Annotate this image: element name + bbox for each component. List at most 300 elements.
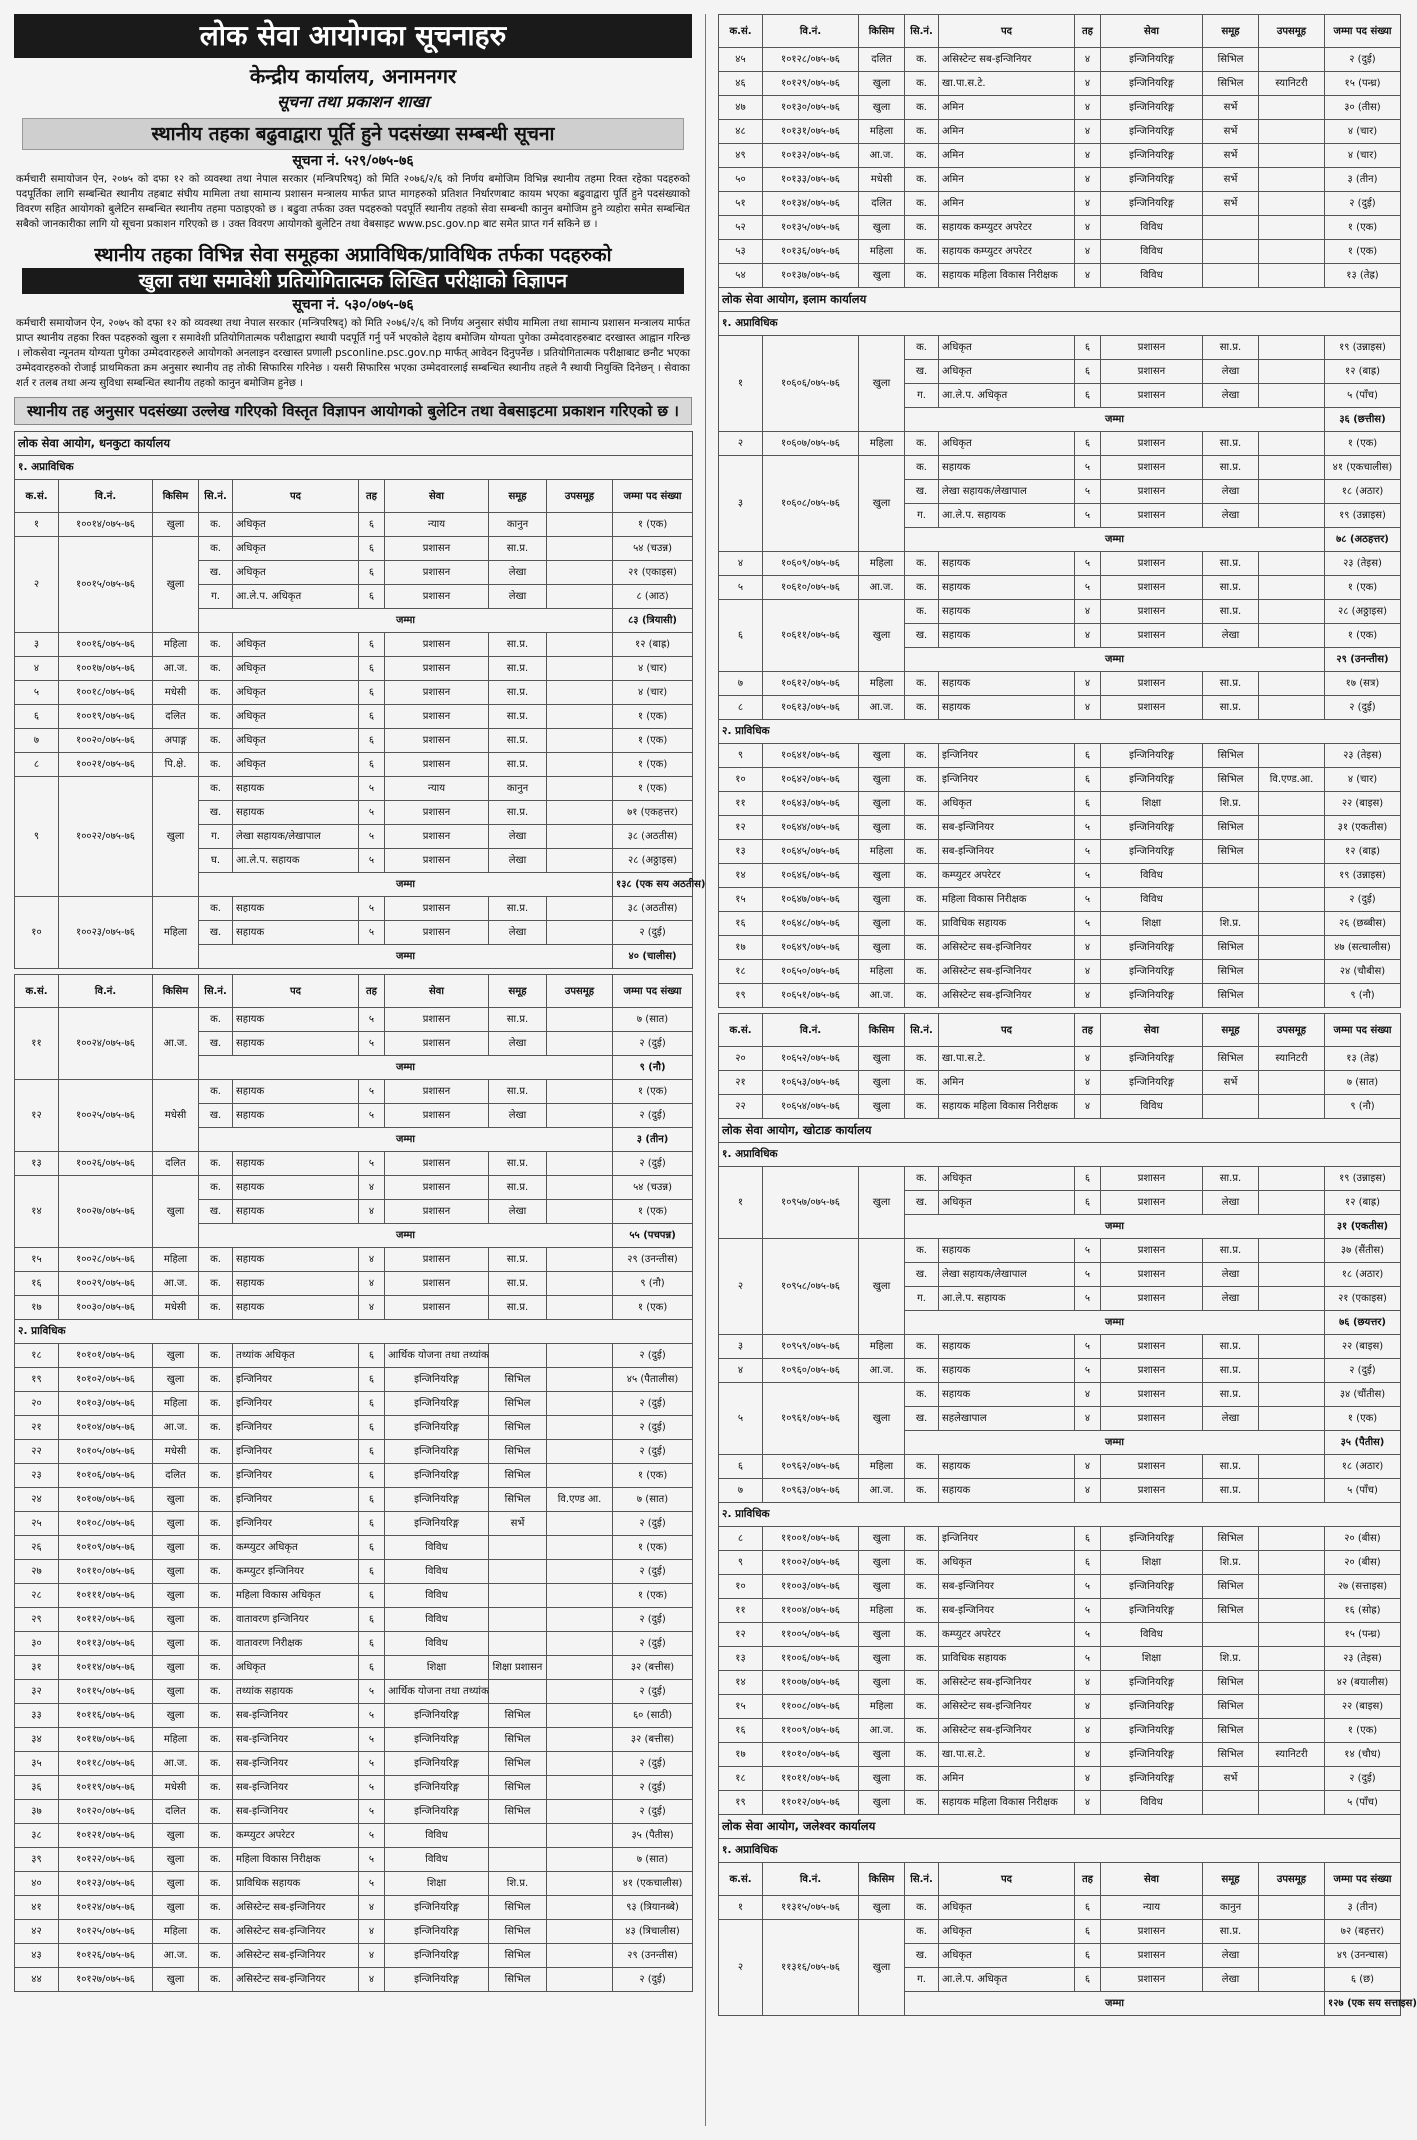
table-cell: २ (दुई)	[613, 1512, 693, 1536]
table-cell: ५	[1075, 1647, 1101, 1671]
column-header: सि.नं.	[199, 975, 233, 1008]
table-row	[719, 1095, 1401, 1119]
column-header: पद	[233, 975, 359, 1008]
table-cell: प्रशासन	[385, 633, 489, 657]
table-cell: २०	[15, 1392, 59, 1416]
table-cell: २ (दुई)	[1325, 888, 1401, 912]
type: खुला	[859, 600, 905, 672]
table-cell: ४ (चार)	[613, 681, 693, 705]
table-cell: सा.प्र.	[489, 1272, 547, 1296]
table-cell: खुला	[859, 936, 905, 960]
table-cell: लेखा	[1203, 1191, 1259, 1215]
table-cell: ४७ (सत्चालीस)	[1325, 936, 1401, 960]
table-cell: ४	[359, 1248, 385, 1272]
table-cell: क.	[905, 1695, 939, 1719]
table-cell	[1259, 1407, 1325, 1431]
table-cell: सब-इन्जिनियर	[233, 1800, 359, 1824]
table-cell: ख.	[905, 1944, 939, 1968]
table-cell: १३	[719, 840, 763, 864]
table-cell: क.	[199, 1008, 233, 1032]
table-cell: सा.प्र.	[1203, 600, 1259, 624]
table-cell: सहायक महिला विकास निरीक्षक	[939, 264, 1075, 288]
table-cell: स्यानिटरी	[1259, 1047, 1325, 1071]
table-cell: लेखा	[489, 921, 547, 945]
table-cell: शि.प्र.	[489, 1872, 547, 1896]
table-cell: प्रशासन	[385, 1008, 489, 1032]
table-cell: ७	[15, 729, 59, 753]
table-cell: ४	[359, 1176, 385, 1200]
table-cell: इन्जिनियरिङ्ग	[385, 1512, 489, 1536]
table-cell: आ.ले.प. सहायक	[233, 849, 359, 873]
table-cell: १०६४३/०७५-७६	[763, 792, 859, 816]
table-cell	[547, 1344, 613, 1368]
table-cell: १९ (उन्नाइस)	[1325, 1167, 1401, 1191]
table-cell: ४	[719, 1359, 763, 1383]
table-cell: २ (दुई)	[1325, 48, 1401, 72]
table-cell: इन्जिनियरिङ्ग	[1101, 1575, 1203, 1599]
table-cell: लेखा	[1203, 480, 1259, 504]
table-cell: खुला	[859, 72, 905, 96]
table-cell: १०९६३/०७५-७६	[763, 1479, 859, 1503]
table-cell: ४	[359, 1272, 385, 1296]
table-cell: १२	[719, 1623, 763, 1647]
table-row	[719, 1071, 1401, 1095]
table-cell: लेखा	[489, 825, 547, 849]
table-cell: सब-इन्जिनियर	[939, 1599, 1075, 1623]
table-cell	[547, 777, 613, 801]
table-cell: प्रशासन	[385, 849, 489, 873]
table-cell: सा.प्र.	[1203, 1359, 1259, 1383]
table-cell: महिला	[859, 1335, 905, 1359]
table-cell: ५	[359, 1080, 385, 1104]
table-row	[15, 1440, 693, 1464]
table-cell: क.	[199, 1392, 233, 1416]
table-cell: ५	[1075, 576, 1101, 600]
table-cell	[547, 681, 613, 705]
table-cell: १०१२०/०७५-७६	[59, 1800, 153, 1824]
table-cell	[1259, 384, 1325, 408]
table-cell: १०१३२/०७५-७६	[763, 144, 859, 168]
table-cell: क.	[905, 216, 939, 240]
table-cell: खुला	[859, 792, 905, 816]
table-cell: ३ (तीन)	[1325, 168, 1401, 192]
table-cell: सा.प्र.	[1203, 576, 1259, 600]
table-cell: १०६०९/०७५-७६	[763, 552, 859, 576]
table-cell: ६	[1075, 1920, 1101, 1944]
table-row	[15, 1848, 693, 1872]
table-cell: सा.प्र.	[489, 801, 547, 825]
office-heading: लोक सेवा आयोग, जलेश्वर कार्यालय	[719, 1815, 1401, 1839]
table-cell: ५ (पाँच)	[1325, 384, 1401, 408]
table-cell	[1259, 1719, 1325, 1743]
table-cell	[547, 1248, 613, 1272]
table-cell: सब-इन्जिनियर	[939, 816, 1075, 840]
table-cell: शिक्षा	[385, 1872, 489, 1896]
notice1-number: सूचना नं. ५२९/०७५-७६	[292, 153, 414, 169]
table-cell: ५	[359, 1104, 385, 1128]
table-row	[719, 432, 1401, 456]
table-cell: १८	[719, 1767, 763, 1791]
table-cell: ५३	[719, 240, 763, 264]
table-cell	[489, 1848, 547, 1872]
table-cell: लेखा	[1203, 384, 1259, 408]
total-label: जम्मा	[199, 873, 613, 897]
table-cell: २ (दुई)	[613, 1344, 693, 1368]
table-cell: क.	[905, 432, 939, 456]
table-cell: ६	[1075, 360, 1101, 384]
table-cell: आ.ज.	[859, 1719, 905, 1743]
table-cell: इन्जिनियरिङ्ग	[1101, 144, 1203, 168]
table-cell: ५	[359, 897, 385, 921]
table-row	[719, 1920, 1401, 1944]
table-cell: क.	[199, 729, 233, 753]
table-cell	[1259, 1920, 1325, 1944]
table-cell	[1259, 1944, 1325, 1968]
category-heading: २. प्राविधिक	[719, 1503, 1401, 1527]
table-cell: २ (दुई)	[613, 1416, 693, 1440]
table-cell: अधिकृत	[233, 705, 359, 729]
table-cell: क.	[199, 1872, 233, 1896]
table-cell: तथ्यांक सहायक	[233, 1680, 359, 1704]
ad-number: १००१५/०७५-७६	[59, 537, 153, 633]
table-cell: १०६४४/०७५-७६	[763, 816, 859, 840]
table-cell: १९	[15, 1368, 59, 1392]
table-cell: १०११३/०७५-७६	[59, 1632, 153, 1656]
table-row	[719, 768, 1401, 792]
table-cell: २ (दुई)	[613, 1032, 693, 1056]
table-cell: १ (एक)	[1325, 240, 1401, 264]
table-cell: आ.ज.	[153, 657, 199, 681]
table-cell: ३९	[15, 1848, 59, 1872]
table-cell: क.	[905, 1791, 939, 1815]
table-row	[719, 864, 1401, 888]
table-cell: सा.प्र.	[1203, 696, 1259, 720]
table-cell	[489, 1824, 547, 1848]
table-cell: लेखा	[1203, 1287, 1259, 1311]
table-cell: १००२८/०७५-७६	[59, 1248, 153, 1272]
table-row	[719, 672, 1401, 696]
table-cell: प्राविधिक सहायक	[939, 912, 1075, 936]
table-row	[719, 1359, 1401, 1383]
table-cell: सिभिल	[489, 1392, 547, 1416]
table-cell: ६	[1075, 1191, 1101, 1215]
table-cell: ६	[1075, 1551, 1101, 1575]
table-cell: असिस्टेन्ट सब-इन्जिनियर	[233, 1968, 359, 1992]
table-cell: २० (बीस)	[1325, 1527, 1401, 1551]
table-cell: वि.एण्ड.आ.	[1259, 768, 1325, 792]
table-row	[15, 1176, 693, 1200]
table-cell: सिभिल	[489, 1752, 547, 1776]
table-cell: २९ (उनन्तीस)	[613, 1248, 693, 1272]
serial: २	[719, 1239, 763, 1335]
table-cell: क.	[905, 816, 939, 840]
table-cell: दलित	[859, 48, 905, 72]
total-label: जम्मा	[905, 408, 1325, 432]
table-row	[15, 1464, 693, 1488]
table-cell: आ.ज.	[859, 576, 905, 600]
table-cell: सा.प्र.	[489, 681, 547, 705]
table-cell	[1259, 216, 1325, 240]
table-cell: इन्जिनियरिङ्ग	[1101, 1047, 1203, 1071]
office-heading: लोक सेवा आयोग, इलाम कार्यालय	[719, 288, 1401, 312]
table-cell: प्रशासन	[1101, 1335, 1203, 1359]
ad-number: १००२३/०७५-७६	[59, 897, 153, 969]
table-cell: १०११७/०७५-७६	[59, 1728, 153, 1752]
table-cell: ४	[1075, 1791, 1101, 1815]
table-row	[719, 1455, 1401, 1479]
table-cell: क.	[905, 840, 939, 864]
table-cell: अधिकृत	[939, 1920, 1075, 1944]
table-cell: १०	[719, 768, 763, 792]
table-cell: असिस्टेन्ट सब-इन्जिनियर	[233, 1920, 359, 1944]
table-cell: सा.प्र.	[489, 897, 547, 921]
table-cell: असिस्टेन्ट सब-इन्जिनियर	[939, 1719, 1075, 1743]
table-header-row	[15, 975, 693, 1008]
table-cell: सा.प्र.	[1203, 456, 1259, 480]
table-cell: प्रशासन	[1101, 456, 1203, 480]
table-cell: सहायक	[233, 1008, 359, 1032]
notice2-body: कर्मचारी समायोजन ऐन, २०७५ को दफा १२ को व्यवस्था तथा नेपाल सरकार (मन्त्रिपरिषद्) को मिति २०७६/२/६ को निर्णय अनुसार संघीय मामिला तथा सामान्य प्रशासन मन्त्रालय मार्फत प्राप्त स्थानीय तहका रिक्त पदहरुको खुला र समावेशी प्रतियोगितात्मक परीक्षाद्वारा स्थायी पदपूर्ति गर्नु पर्ने भएकोले देहाय बमोजिम योग्यता पुगेका उम्मेदवारहरुबाट दरखास्त आह्वान गरिन्छ । लोकसेवा न्यूनतम योग्यता पुगेका उम्मेदवारहरुले आयोगको अनलाइन दरखास्त प्रणाली psconline.psc.gov.np मार्फत् आवेदन दिनुपर्नेछ । प्रतियोगितात्मक परीक्षाबाट छनौट भएका उम्मेदवारहरुको रोजाई प्राथमिकता क्रम अनुसार स्थानीय तह तोकी सिफारिस गरिनेछ । यसरी सिफारिस भएका उम्मेदवारलाई सम्बन्धित स्थानीय तहले नै स्थायी नियुक्ति दिनेछन् । सेवाका शर्त र तलब तथा अन्य सुविधा सम्बन्धित स्थानीय तहको कानुन बमोजिम हुनेछ ।	[16, 318, 690, 389]
table-cell: सा.प्र.	[1203, 336, 1259, 360]
table-cell: १०६५३/०७५-७६	[763, 1071, 859, 1095]
table-cell: खुला	[153, 1512, 199, 1536]
table-cell: ६	[1075, 1896, 1101, 1920]
table-cell: प्रशासन	[385, 1296, 489, 1320]
table-cell: ३४ (चौंतीस)	[1325, 1383, 1401, 1407]
table-cell: ४१ (एकचालीस)	[1325, 456, 1401, 480]
table-cell: महिला	[859, 672, 905, 696]
table-cell: सहायक कम्प्युटर अपरेटर	[939, 216, 1075, 240]
table-cell: १०१०७/०७५-७६	[59, 1488, 153, 1512]
table-cell: १०११६/०७५-७६	[59, 1704, 153, 1728]
table-cell: २२	[719, 1095, 763, 1119]
table-row	[15, 1752, 693, 1776]
table-cell: १०६४९/०७५-७६	[763, 936, 859, 960]
table-cell: ६	[1075, 792, 1101, 816]
table-cell	[1259, 984, 1325, 1008]
table-cell: ४	[1075, 624, 1101, 648]
table-cell: ३	[15, 633, 59, 657]
table-cell: १०१०६/०७५-७६	[59, 1464, 153, 1488]
table-cell: ख.	[905, 1263, 939, 1287]
table-cell: इन्जिनियरिङ्ग	[1101, 168, 1203, 192]
table-cell	[547, 1272, 613, 1296]
table-cell: ३२ (बत्तीस)	[613, 1656, 693, 1680]
table-cell: सिभिल	[489, 1368, 547, 1392]
table-cell: शिक्षा	[1101, 1647, 1203, 1671]
table-cell: ९	[719, 744, 763, 768]
column-header: उपसमूह	[1259, 15, 1325, 48]
table-cell: प्रशासन	[1101, 1263, 1203, 1287]
table-cell: विविध	[385, 1632, 489, 1656]
table-cell: ख.	[199, 1032, 233, 1056]
office-heading-row	[719, 288, 1401, 312]
table-cell: विविध	[385, 1848, 489, 1872]
table-cell	[547, 1680, 613, 1704]
table-cell: खुला	[859, 816, 905, 840]
table-cell: ३२	[15, 1680, 59, 1704]
table-cell: क.	[199, 1608, 233, 1632]
table-cell: २७	[15, 1560, 59, 1584]
table-cell	[547, 537, 613, 561]
table-cell: क.	[199, 1272, 233, 1296]
table-cell	[1259, 864, 1325, 888]
table-cell: ५	[359, 1680, 385, 1704]
total-value: ३ (तीन)	[613, 1128, 693, 1152]
table-cell	[547, 561, 613, 585]
column-header: सेवा	[1101, 1863, 1203, 1896]
table-cell: ५१	[719, 192, 763, 216]
table-cell: १००१७/०७५-७६	[59, 657, 153, 681]
table-cell: ५	[359, 1728, 385, 1752]
table-cell: ४	[1075, 1671, 1101, 1695]
table-cell: सहायक	[233, 897, 359, 921]
table-row	[15, 681, 693, 705]
table-cell: ३८	[15, 1824, 59, 1848]
table-cell: कानुन	[1203, 1896, 1259, 1920]
table-row	[719, 1383, 1401, 1407]
category-heading: १. अप्राविधिक	[15, 456, 693, 480]
table-cell: १५	[719, 1695, 763, 1719]
table-cell: १००२९/०७५-७६	[59, 1272, 153, 1296]
table-cell	[1259, 1599, 1325, 1623]
table-row	[719, 1647, 1401, 1671]
table-row	[15, 1728, 693, 1752]
table-cell: ख.	[199, 921, 233, 945]
table-cell: प्रशासन	[385, 537, 489, 561]
table-cell: ३५ (पैतीस)	[613, 1824, 693, 1848]
table-cell: खुला	[859, 1743, 905, 1767]
table-cell: खुला	[859, 912, 905, 936]
branch-heading: सूचना तथा प्रकाशन शाखा	[277, 92, 429, 111]
table-row	[15, 1272, 693, 1296]
table-cell: ४	[1075, 984, 1101, 1008]
table-cell	[1259, 1551, 1325, 1575]
table-cell: इन्जिनियरिङ्ग	[1101, 1527, 1203, 1551]
table-row	[719, 1527, 1401, 1551]
table-cell: १००२१/०७५-७६	[59, 753, 153, 777]
column-header: उपसमूह	[547, 975, 613, 1008]
table-cell: ११००४/०७५-७६	[763, 1599, 859, 1623]
column-header: वि.नं.	[763, 1014, 859, 1047]
table-cell: १४	[719, 1671, 763, 1695]
table-cell: सा.प्र.	[489, 1152, 547, 1176]
table-cell: ३१ (एकतीस)	[1325, 816, 1401, 840]
table-cell: आ.ज.	[153, 1944, 199, 1968]
table-cell: ६	[1075, 768, 1101, 792]
table-row	[719, 816, 1401, 840]
column-header: क.सं.	[719, 15, 763, 48]
table-cell: १०६४६/०७५-७६	[763, 864, 859, 888]
table-cell	[1259, 504, 1325, 528]
table-cell	[547, 1608, 613, 1632]
table-cell	[547, 849, 613, 873]
notice2-footer: स्थानीय तह अनुसार पदसंख्या उल्लेख गरिएको विस्तृत विज्ञापन आयोगको बुलेटिन तथा वेबसाइटमा प्रकाशन गरिएको छ ।	[14, 397, 692, 425]
table-cell: क.	[199, 657, 233, 681]
table-cell	[547, 633, 613, 657]
table-row	[719, 1479, 1401, 1503]
serial: ३	[719, 456, 763, 552]
table-cell: महिला विकास निरीक्षक	[233, 1848, 359, 1872]
table-cell: महिला	[859, 240, 905, 264]
table-cell: इन्जिनियर	[233, 1488, 359, 1512]
table-cell: कम्प्युटर अपरेटर	[233, 1824, 359, 1848]
table-cell: प्रशासन	[385, 897, 489, 921]
table-cell: १०१३७/०७५-७६	[763, 264, 859, 288]
table-cell: कम्प्युटर अधिकृत	[233, 1536, 359, 1560]
table-cell	[1259, 264, 1325, 288]
total-label: जम्मा	[199, 1128, 613, 1152]
table-cell: ६	[359, 753, 385, 777]
table-cell: १०	[719, 1575, 763, 1599]
table-cell	[1259, 840, 1325, 864]
table-cell	[1259, 1167, 1325, 1191]
serial: १	[719, 1167, 763, 1239]
table-cell: ५०	[719, 168, 763, 192]
table-cell: ख.	[905, 360, 939, 384]
table-cell: विविध	[1101, 216, 1203, 240]
table-cell: ३ (तीन)	[1325, 1896, 1401, 1920]
table-cell: १४	[719, 864, 763, 888]
table-cell	[1203, 1623, 1259, 1647]
table-cell: कम्प्युटर अपरेटर	[939, 864, 1075, 888]
column-header: वि.नं.	[59, 480, 153, 513]
table-cell: ५४ (चउन्न)	[613, 1176, 693, 1200]
table-cell: इन्जिनियरिङ्ग	[1101, 1599, 1203, 1623]
table-cell: प्रशासन	[1101, 1455, 1203, 1479]
table-cell: ३४	[15, 1728, 59, 1752]
table-row	[719, 1335, 1401, 1359]
table-cell	[1259, 912, 1325, 936]
table-cell: क.	[905, 72, 939, 96]
table-cell: १६	[719, 912, 763, 936]
table-cell: क.	[905, 96, 939, 120]
office-heading-row	[719, 1119, 1401, 1143]
table-cell: खुला	[859, 888, 905, 912]
notice1-title: स्थानीय तहका बढुवाद्वारा पूर्ति हुने पदसंख्या सम्बन्धी सूचना	[22, 118, 684, 150]
table-cell: खुला	[859, 1896, 905, 1920]
table-cell: ५	[359, 1872, 385, 1896]
table-cell: २६	[15, 1536, 59, 1560]
table-cell: खुला	[859, 216, 905, 240]
table-cell: महिला	[153, 1248, 199, 1272]
table-cell: क.	[199, 1968, 233, 1992]
table-cell: अपाङ्ग	[153, 729, 199, 753]
table-cell: सहायक	[939, 624, 1075, 648]
table-cell: सब-इन्जिनियर	[939, 1575, 1075, 1599]
table-cell: प्राविधिक सहायक	[233, 1872, 359, 1896]
table-cell: सा.प्र.	[1203, 1455, 1259, 1479]
serial: ६	[719, 600, 763, 672]
table-cell: सहायक	[233, 777, 359, 801]
table-cell	[1259, 696, 1325, 720]
table-cell: सर्भे	[1203, 1071, 1259, 1095]
table-cell: क.	[905, 1095, 939, 1119]
table-row	[719, 960, 1401, 984]
table-cell	[1203, 864, 1259, 888]
table-cell: प्रशासन	[385, 1032, 489, 1056]
table-cell: प्रशासन	[1101, 1359, 1203, 1383]
table-cell: २ (दुई)	[613, 1752, 693, 1776]
table-cell: १०१११/०७५-७६	[59, 1584, 153, 1608]
ad-number: १००२७/०७५-७६	[59, 1176, 153, 1248]
table-cell: ७ (सात)	[613, 1848, 693, 1872]
table-cell: १ (एक)	[613, 1200, 693, 1224]
table-cell: ख.	[905, 1407, 939, 1431]
table-cell: सा.प्र.	[1203, 552, 1259, 576]
table-cell: विविध	[1101, 1095, 1203, 1119]
table-cell: महिला	[859, 840, 905, 864]
